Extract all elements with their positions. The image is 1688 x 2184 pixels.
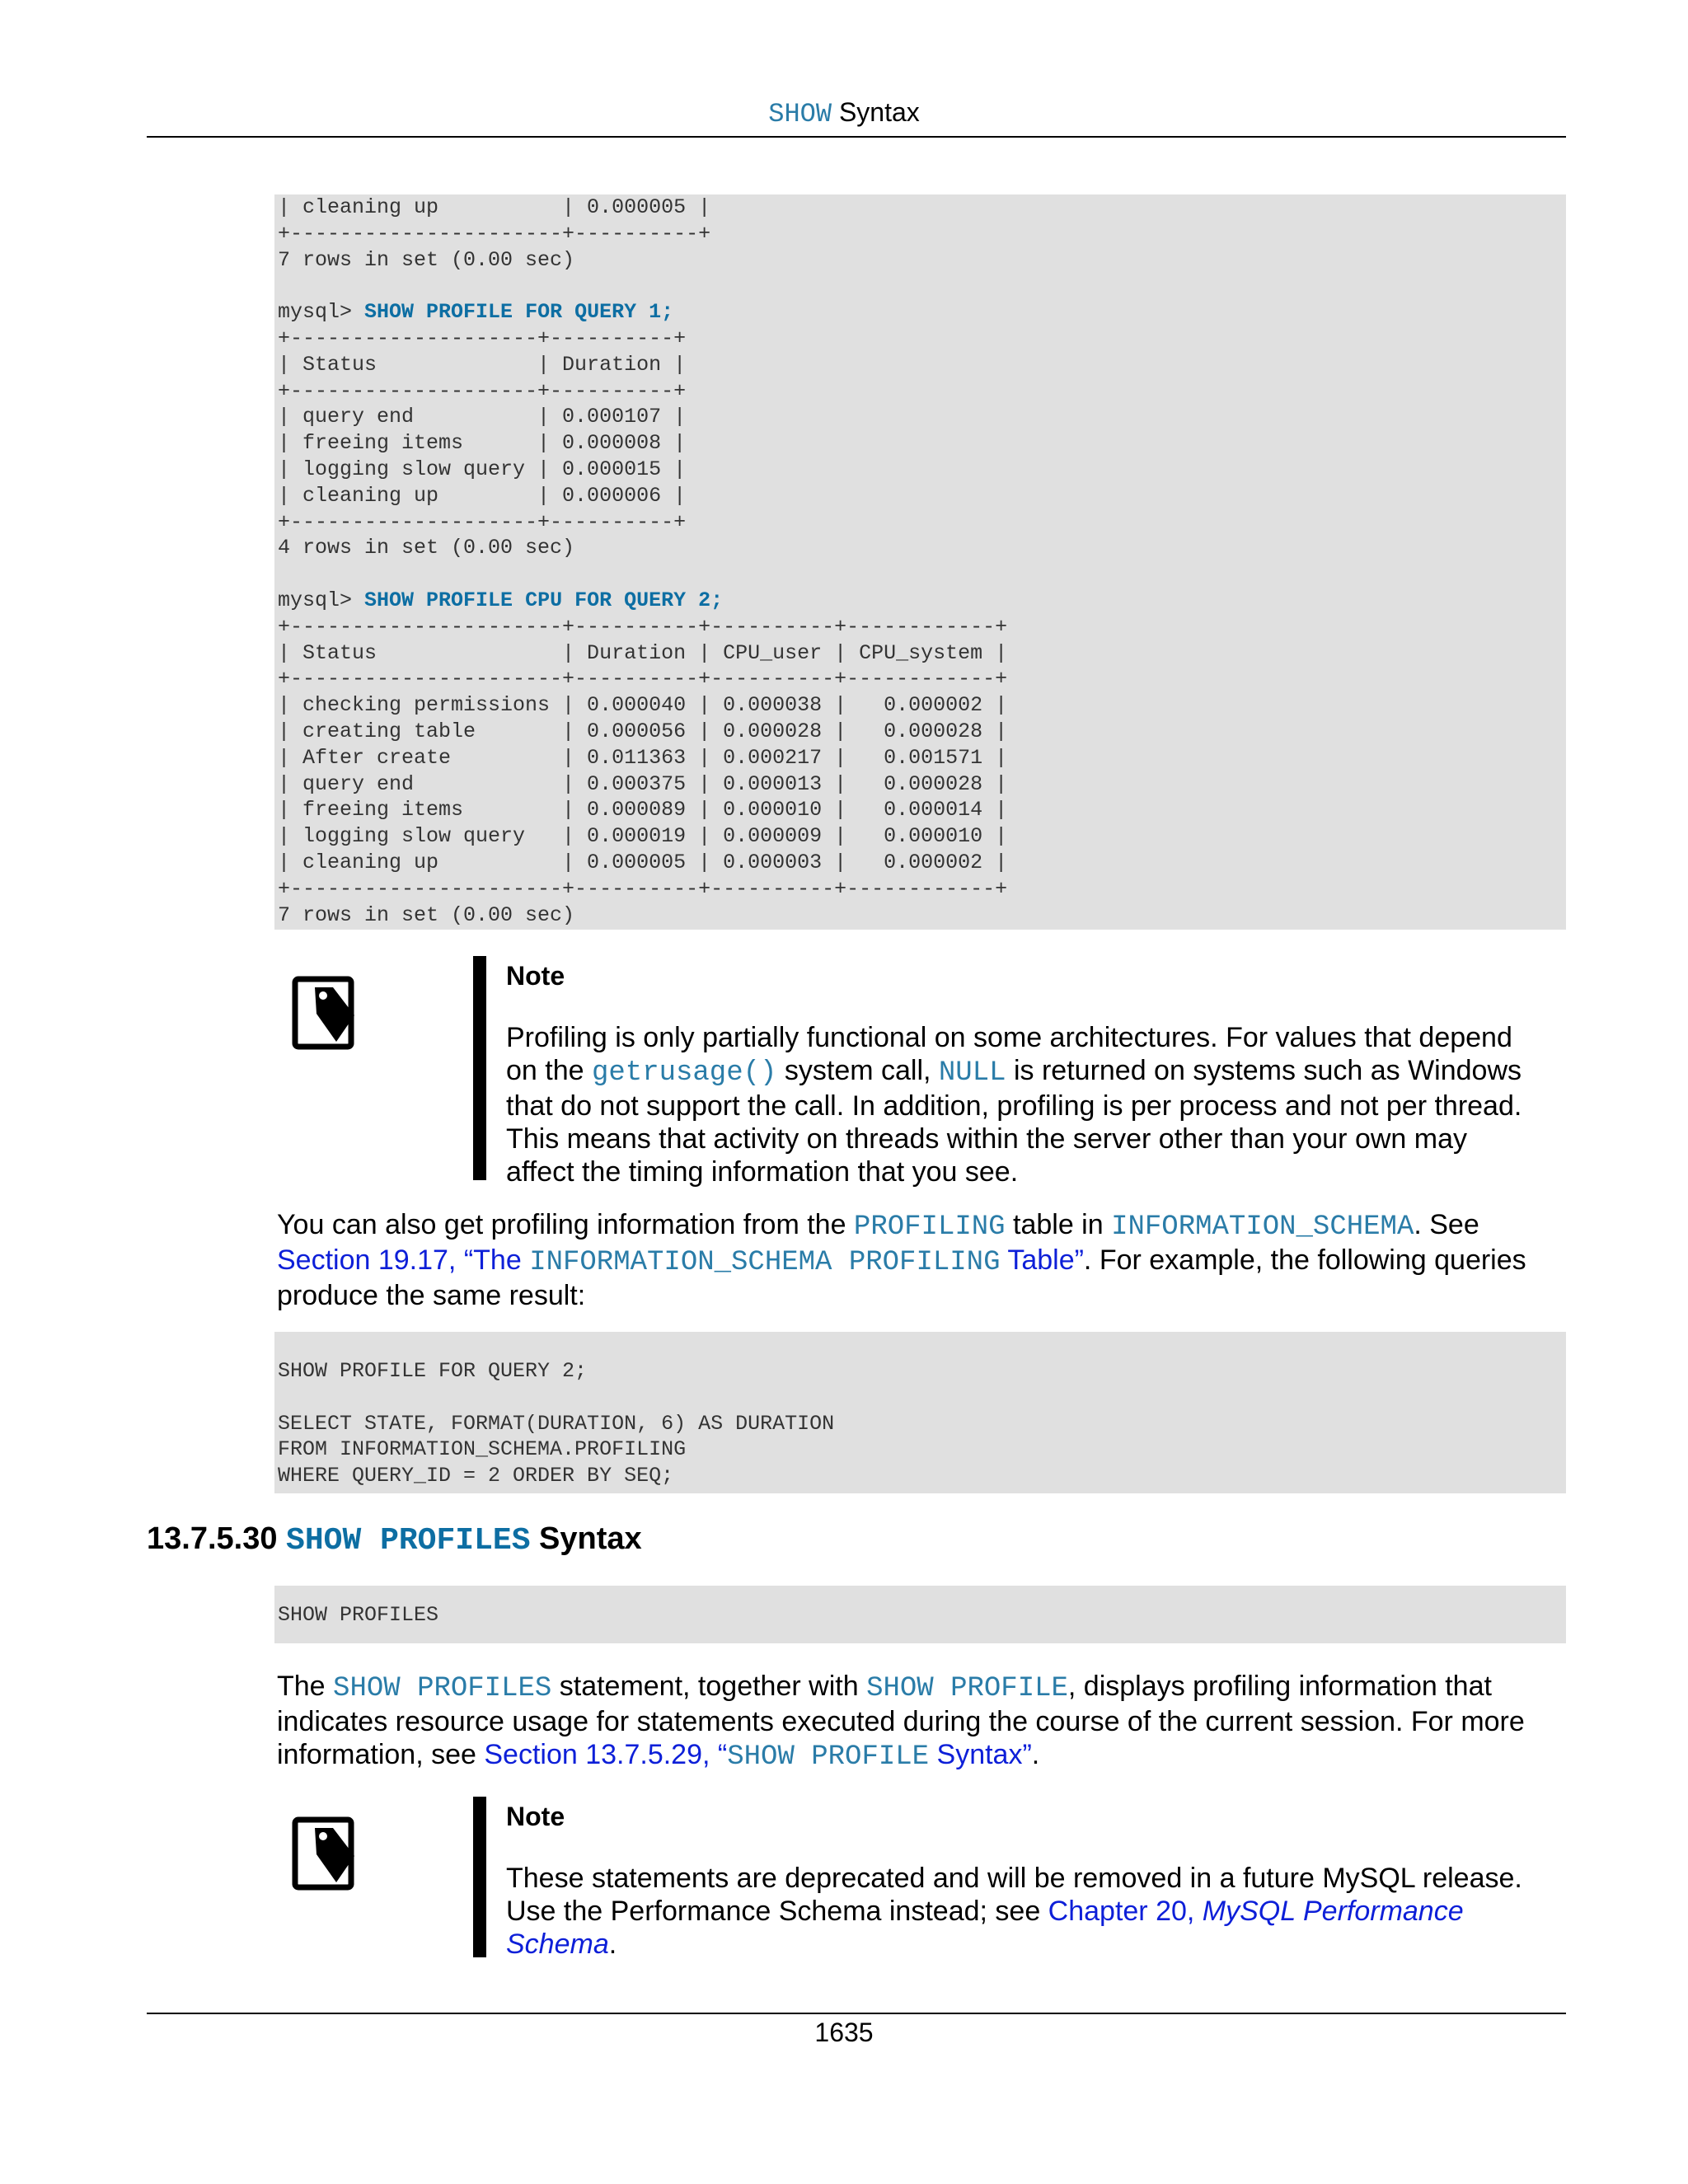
note-body bbox=[506, 956, 1536, 1188]
table-row: | cleaning up | 0.000006 | bbox=[278, 483, 687, 508]
code-line: 7 rows in set (0.00 sec) bbox=[278, 247, 575, 272]
note-body bbox=[506, 1797, 1536, 1961]
text: is returned on systems such as Windows that do not support the call. In addition, profiling is per process and not per thread. This means that activity on threads within the server other than your own may affect the timing information that you see. bbox=[506, 1055, 1522, 1188]
paragraph bbox=[277, 1670, 1563, 1774]
inline-code: INFORMATION_SCHEMA bbox=[1111, 1212, 1414, 1243]
link-text: Table” bbox=[1000, 1244, 1084, 1276]
note-text bbox=[506, 1021, 1536, 1188]
link-text: Chapter 20, bbox=[1048, 1896, 1203, 1927]
sql-command: SHOW PROFILE FOR QUERY 1; bbox=[364, 300, 674, 325]
text: The bbox=[277, 1671, 334, 1702]
code-block-profile-output bbox=[274, 194, 1566, 930]
section-number: 13.7.5.30 bbox=[147, 1521, 287, 1556]
table-row: | freeing items | 0.000008 | bbox=[278, 431, 687, 456]
link-text: Section 19.17, “The bbox=[277, 1244, 530, 1276]
inline-code: NULL bbox=[938, 1057, 1006, 1089]
note-title: Note bbox=[506, 961, 565, 991]
inline-code: SHOW PROFILES bbox=[333, 1673, 552, 1704]
row-count: 7 rows in set (0.00 sec) bbox=[278, 902, 575, 927]
note-bar bbox=[473, 956, 486, 1180]
note-tag-icon bbox=[292, 1816, 358, 1891]
link-text-italic: MySQL Performance Schema bbox=[506, 1896, 1464, 1960]
code-block-syntax bbox=[274, 1586, 1566, 1643]
code-line: | cleaning up | 0.000005 | bbox=[278, 195, 711, 219]
table-row: | logging slow query | 0.000015 | bbox=[278, 457, 687, 481]
running-header bbox=[0, 97, 1688, 129]
table-row: | query end | 0.000375 | 0.000013 | 0.000028 | bbox=[278, 771, 1008, 796]
sql-command: SHOW PROFILE CPU FOR QUERY 2; bbox=[364, 588, 724, 612]
heading-text: Syntax bbox=[530, 1521, 642, 1556]
code-line: SHOW PROFILES bbox=[278, 1603, 439, 1627]
code-line: FROM INFORMATION_SCHEMA.PROFILING bbox=[278, 1437, 687, 1462]
mysql-prompt: mysql> bbox=[278, 588, 365, 612]
note-bar bbox=[473, 1797, 486, 1957]
text: These statements are deprecated and will be removed in a future MySQL release. Use the Performance Schema instead; see bbox=[506, 1863, 1522, 1927]
inline-code: PROFILING bbox=[853, 1212, 1006, 1243]
code-line: WHERE QUERY_ID = 2 ORDER BY SEQ; bbox=[278, 1464, 674, 1488]
row-count: 4 rows in set (0.00 sec) bbox=[278, 536, 575, 560]
header-code: SHOW bbox=[768, 99, 832, 129]
inline-code: SHOW PROFILE bbox=[866, 1673, 1068, 1704]
table-row: | checking permissions | 0.000040 | 0.000038 | 0.000002 | bbox=[278, 693, 1008, 718]
table-row: | query end | 0.000107 | bbox=[278, 405, 687, 429]
header-rule bbox=[147, 136, 1566, 138]
table-row: | cleaning up | 0.000005 | 0.000003 | 0.000002 | bbox=[278, 850, 1008, 874]
mysql-prompt: mysql> bbox=[278, 300, 365, 325]
table-border: +----------------------+----------+----------+------------+ bbox=[278, 667, 1008, 691]
link-text: Section 13.7.5.29, “ bbox=[484, 1739, 728, 1770]
text: Profiling is only partially functional on some architectures. For values that depend on the bbox=[506, 1022, 1512, 1086]
page-number: 1635 bbox=[814, 2018, 874, 2047]
table-border: +--------------------+----------+ bbox=[278, 509, 687, 534]
note-tag-icon bbox=[292, 976, 358, 1050]
table-border: +--------------------+----------+ bbox=[278, 378, 687, 403]
text: statement, together with bbox=[551, 1671, 867, 1702]
text: . bbox=[1031, 1739, 1040, 1770]
text: You can also get profiling information from the bbox=[277, 1209, 854, 1240]
code-line: SELECT STATE, FORMAT(DURATION, 6) AS DURATION bbox=[278, 1411, 835, 1436]
table-header: | Status | Duration | bbox=[278, 352, 687, 377]
text: . bbox=[608, 1929, 617, 1960]
link-section-13-7-5-29[interactable] bbox=[484, 1739, 1032, 1773]
text: , displays profiling information that indicates resource usage for statements executed during the course of the current session. For more information, see bbox=[277, 1671, 1525, 1770]
paragraph bbox=[277, 1208, 1563, 1312]
link-text: Syntax” bbox=[929, 1739, 1032, 1770]
text: . See bbox=[1414, 1209, 1479, 1240]
table-header: | Status | Duration | CPU_user | CPU_system | bbox=[278, 640, 1008, 665]
code-line: +----------------------+----------+ bbox=[278, 221, 711, 246]
footer-rule bbox=[147, 2013, 1566, 2014]
section-heading bbox=[147, 1521, 642, 1558]
text: . For example, the following queries produce the same result: bbox=[277, 1244, 1526, 1311]
table-row: | After create | 0.011363 | 0.000217 | 0.001571 | bbox=[278, 745, 1008, 770]
table-row: | creating table | 0.000056 | 0.000028 | 0.000028 | bbox=[278, 719, 1008, 743]
table-row: | logging slow query | 0.000019 | 0.000009 | 0.000010 | bbox=[278, 824, 1008, 849]
text: system call, bbox=[776, 1055, 939, 1086]
header-text: Syntax bbox=[832, 97, 920, 127]
table-border: +----------------------+----------+----------+------------+ bbox=[278, 876, 1008, 901]
table-border: +--------------------+----------+ bbox=[278, 326, 687, 350]
text: table in bbox=[1005, 1209, 1112, 1240]
table-border: +----------------------+----------+----------+------------+ bbox=[278, 614, 1008, 639]
inline-code: INFORMATION_SCHEMA PROFILING bbox=[529, 1247, 1001, 1278]
heading-code: SHOW PROFILES bbox=[286, 1523, 531, 1558]
code-block-query-example bbox=[274, 1332, 1566, 1493]
inline-code: getrusage() bbox=[591, 1057, 777, 1089]
inline-code: SHOW PROFILE bbox=[727, 1741, 930, 1773]
note-text bbox=[506, 1862, 1536, 1961]
table-row: | freeing items | 0.000089 | 0.000010 | 0.000014 | bbox=[278, 798, 1008, 823]
link-section-19-17[interactable] bbox=[277, 1244, 1084, 1276]
note-title: Note bbox=[506, 1802, 565, 1831]
code-line: SHOW PROFILE FOR QUERY 2; bbox=[278, 1359, 588, 1383]
